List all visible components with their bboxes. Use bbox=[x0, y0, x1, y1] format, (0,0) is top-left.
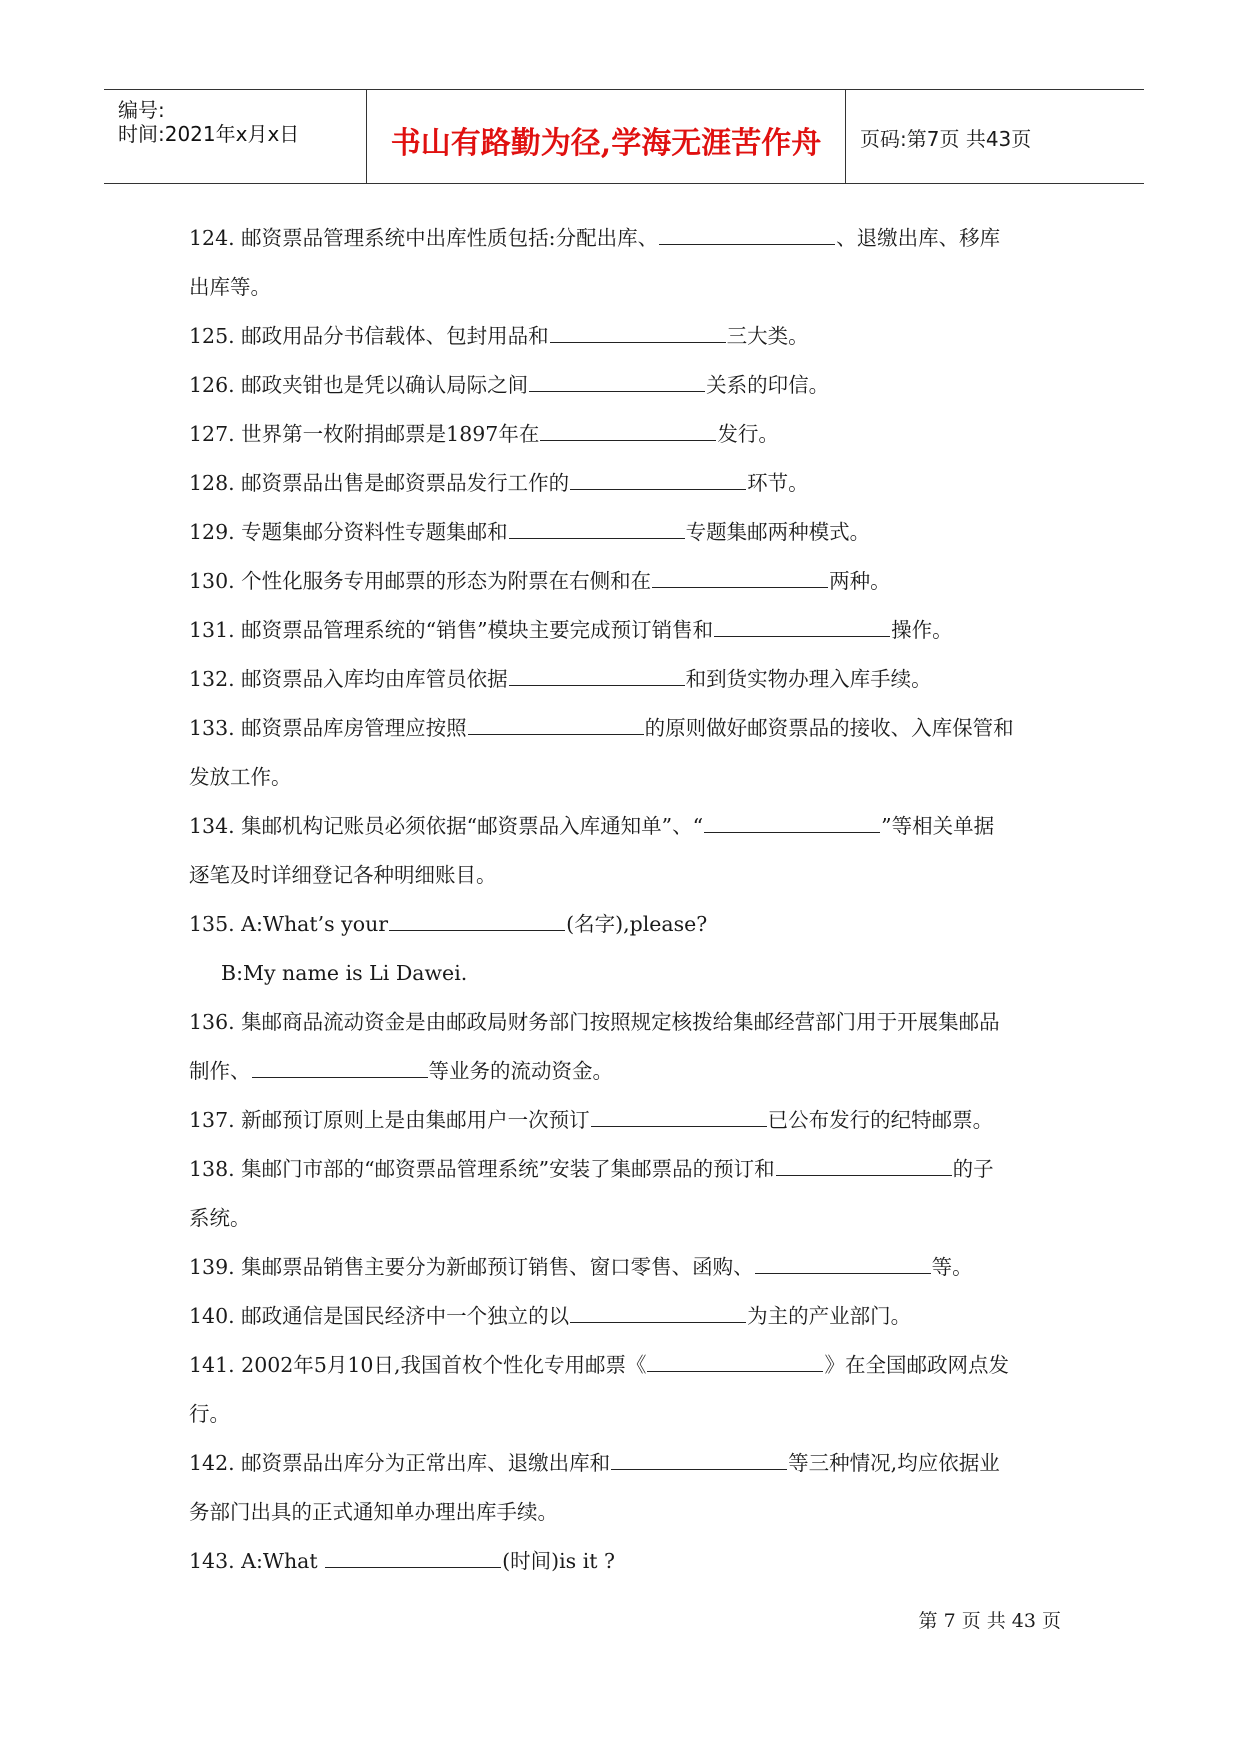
question-item bbox=[189, 1145, 1061, 1243]
question-text: 关系的印信。 bbox=[706, 373, 830, 397]
question-item bbox=[189, 606, 1061, 655]
question-line bbox=[189, 1243, 1061, 1292]
question-text: 130. 个性化服务专用邮票的形态为附票在右侧和在 bbox=[189, 569, 652, 593]
question-text: 三大类。 bbox=[726, 324, 809, 348]
question-text: 的原则做好邮资票品的接收、入库保管和 bbox=[644, 716, 1014, 740]
question-text: 128. 邮资票品出售是邮资票品发行工作的 bbox=[189, 471, 570, 495]
answer-blank[interactable] bbox=[529, 369, 705, 392]
question-line bbox=[189, 753, 1061, 802]
code-label: 编号: bbox=[118, 98, 165, 122]
question-text: B:My name is Li Dawei. bbox=[221, 961, 468, 985]
question-line bbox=[189, 410, 1061, 459]
page-header bbox=[104, 89, 1144, 184]
question-item bbox=[189, 1243, 1061, 1292]
question-text: 137. 新邮预订原则上是由集邮用户一次预订 bbox=[189, 1108, 590, 1132]
question-text: 133. 邮资票品库房管理应按照 bbox=[189, 716, 467, 740]
question-line bbox=[189, 1292, 1061, 1341]
question-text: 等三种情况,均应依据业 bbox=[788, 1451, 1000, 1475]
answer-blank[interactable] bbox=[468, 712, 644, 735]
question-text: 发放工作。 bbox=[189, 765, 292, 789]
question-text: 行。 bbox=[189, 1402, 230, 1426]
question-item bbox=[189, 1096, 1061, 1145]
time-text: 时间:2021年x月x日 bbox=[118, 122, 300, 146]
question-text: 131. 邮资票品管理系统的“销售”模块主要完成预订销售和 bbox=[189, 618, 714, 642]
question-line bbox=[189, 1194, 1061, 1243]
question-line bbox=[189, 361, 1061, 410]
question-line bbox=[189, 263, 1061, 312]
question-text: (名字),please? bbox=[566, 912, 708, 936]
question-text: 专题集邮两种模式。 bbox=[685, 520, 871, 544]
question-text: 136. 集邮商品流动资金是由邮政局财务部门按照规定核拨给集邮经营部门用于开展集邮品 bbox=[189, 1010, 1000, 1034]
question-item bbox=[189, 1292, 1061, 1341]
question-text: 》在全国邮政网点发 bbox=[824, 1353, 1009, 1377]
answer-blank[interactable] bbox=[509, 663, 685, 686]
question-text: 139. 集邮票品销售主要分为新邮预订销售、窗口零售、函购、 bbox=[189, 1255, 754, 1279]
question-text: 、退缴出库、移库 bbox=[836, 226, 1001, 250]
answer-blank[interactable] bbox=[611, 1447, 787, 1470]
question-text: 制作、 bbox=[189, 1059, 251, 1083]
question-item bbox=[189, 1439, 1061, 1537]
answer-blank[interactable] bbox=[776, 1153, 952, 1176]
question-item bbox=[189, 655, 1061, 704]
answer-blank[interactable] bbox=[714, 614, 890, 637]
question-line bbox=[189, 802, 1061, 851]
answer-blank[interactable] bbox=[325, 1545, 501, 1568]
question-line bbox=[189, 655, 1061, 704]
header-left-cell bbox=[104, 90, 367, 183]
question-line bbox=[189, 1537, 1061, 1586]
question-line bbox=[189, 1096, 1061, 1145]
header-right-cell bbox=[846, 90, 1144, 183]
answer-blank[interactable] bbox=[652, 565, 828, 588]
question-text: 134. 集邮机构记账员必须依据“邮资票品入库通知单”、“ bbox=[189, 814, 704, 838]
question-line bbox=[189, 459, 1061, 508]
question-line bbox=[189, 606, 1061, 655]
question-text: 已公布发行的纪特邮票。 bbox=[767, 1108, 994, 1132]
question-text: 和到货实物办理入库手续。 bbox=[685, 667, 932, 691]
question-item bbox=[189, 704, 1061, 802]
question-item bbox=[189, 900, 1061, 998]
question-line bbox=[189, 1439, 1061, 1488]
question-text: 129. 专题集邮分资料性专题集邮和 bbox=[189, 520, 508, 544]
question-item bbox=[189, 312, 1061, 361]
question-item bbox=[189, 508, 1061, 557]
question-text: 环节。 bbox=[747, 471, 809, 495]
question-text: 逐笔及时详细登记各种明细账目。 bbox=[189, 863, 497, 887]
question-item bbox=[189, 1341, 1061, 1439]
question-line bbox=[189, 1047, 1061, 1096]
motto: 书山有路勤为径,学海无涯苦作舟 bbox=[390, 126, 822, 161]
question-text: ”等相关单据 bbox=[881, 814, 995, 838]
question-text: 141. 2002年5月10日,我国首枚个性化专用邮票《 bbox=[189, 1353, 647, 1377]
header-page-number: 页码:第7页 共43页 bbox=[860, 127, 1032, 151]
question-text: 系统。 bbox=[189, 1206, 251, 1230]
answer-blank[interactable] bbox=[389, 908, 565, 931]
question-text: 124. 邮资票品管理系统中出库性质包括:分配出库、 bbox=[189, 226, 659, 250]
question-item bbox=[189, 361, 1061, 410]
answer-blank[interactable] bbox=[252, 1055, 428, 1078]
answer-blank[interactable] bbox=[570, 467, 746, 490]
question-item bbox=[189, 802, 1061, 900]
question-item bbox=[189, 459, 1061, 508]
question-text: 等。 bbox=[931, 1255, 973, 1279]
question-text: 为主的产业部门。 bbox=[747, 1304, 912, 1328]
question-line bbox=[189, 1390, 1061, 1439]
answer-blank[interactable] bbox=[647, 1349, 823, 1372]
question-text: 126. 邮政夹钳也是凭以确认局际之间 bbox=[189, 373, 529, 397]
question-text: 125. 邮政用品分书信载体、包封用品和 bbox=[189, 324, 549, 348]
question-item bbox=[189, 998, 1061, 1096]
question-item bbox=[189, 1537, 1061, 1586]
question-line bbox=[189, 1341, 1061, 1390]
question-text: 务部门出具的正式通知单办理出库手续。 bbox=[189, 1500, 558, 1524]
answer-blank[interactable] bbox=[755, 1251, 931, 1274]
page-footer: 第 7 页 共 43 页 bbox=[918, 1610, 1061, 1632]
question-item bbox=[189, 410, 1061, 459]
question-item bbox=[189, 557, 1061, 606]
question-line bbox=[189, 1145, 1061, 1194]
question-text: (时间)is it ? bbox=[502, 1549, 616, 1573]
question-text: 操作。 bbox=[891, 618, 953, 642]
question-text: 127. 世界第一枚附捐邮票是1897年在 bbox=[189, 422, 540, 446]
question-text: 138. 集邮门市部的“邮资票品管理系统”安装了集邮票品的预订和 bbox=[189, 1157, 775, 1181]
answer-blank[interactable] bbox=[509, 516, 685, 539]
question-line bbox=[189, 900, 1061, 949]
answer-blank[interactable] bbox=[570, 1300, 746, 1323]
question-text: 等业务的流动资金。 bbox=[428, 1059, 613, 1083]
question-text: 143. A:What bbox=[189, 1549, 325, 1573]
question-line bbox=[189, 508, 1061, 557]
question-line bbox=[189, 214, 1061, 263]
question-line bbox=[189, 851, 1061, 900]
answer-blank[interactable] bbox=[550, 320, 726, 343]
question-text: 出库等。 bbox=[189, 275, 271, 299]
question-line bbox=[189, 557, 1061, 606]
question-text: 142. 邮资票品出库分为正常出库、退缴出库和 bbox=[189, 1451, 611, 1475]
question-item bbox=[189, 214, 1061, 312]
answer-blank[interactable] bbox=[591, 1104, 767, 1127]
question-line bbox=[189, 704, 1061, 753]
question-line bbox=[189, 998, 1061, 1047]
question-text: 140. 邮政通信是国民经济中一个独立的以 bbox=[189, 1304, 570, 1328]
question-text: 135. A:What’s your bbox=[189, 912, 389, 936]
header-middle-cell bbox=[367, 90, 846, 183]
question-text: 的子 bbox=[952, 1157, 994, 1181]
question-list bbox=[189, 214, 1061, 1586]
answer-blank[interactable] bbox=[704, 810, 880, 833]
question-line bbox=[189, 312, 1061, 361]
question-text: 发行。 bbox=[717, 422, 779, 446]
question-text: 132. 邮资票品入库均由库管员依据 bbox=[189, 667, 508, 691]
question-text: 两种。 bbox=[829, 569, 891, 593]
answer-blank[interactable] bbox=[540, 418, 716, 441]
answer-blank[interactable] bbox=[659, 222, 835, 245]
question-line bbox=[189, 949, 1061, 998]
question-line bbox=[189, 1488, 1061, 1537]
